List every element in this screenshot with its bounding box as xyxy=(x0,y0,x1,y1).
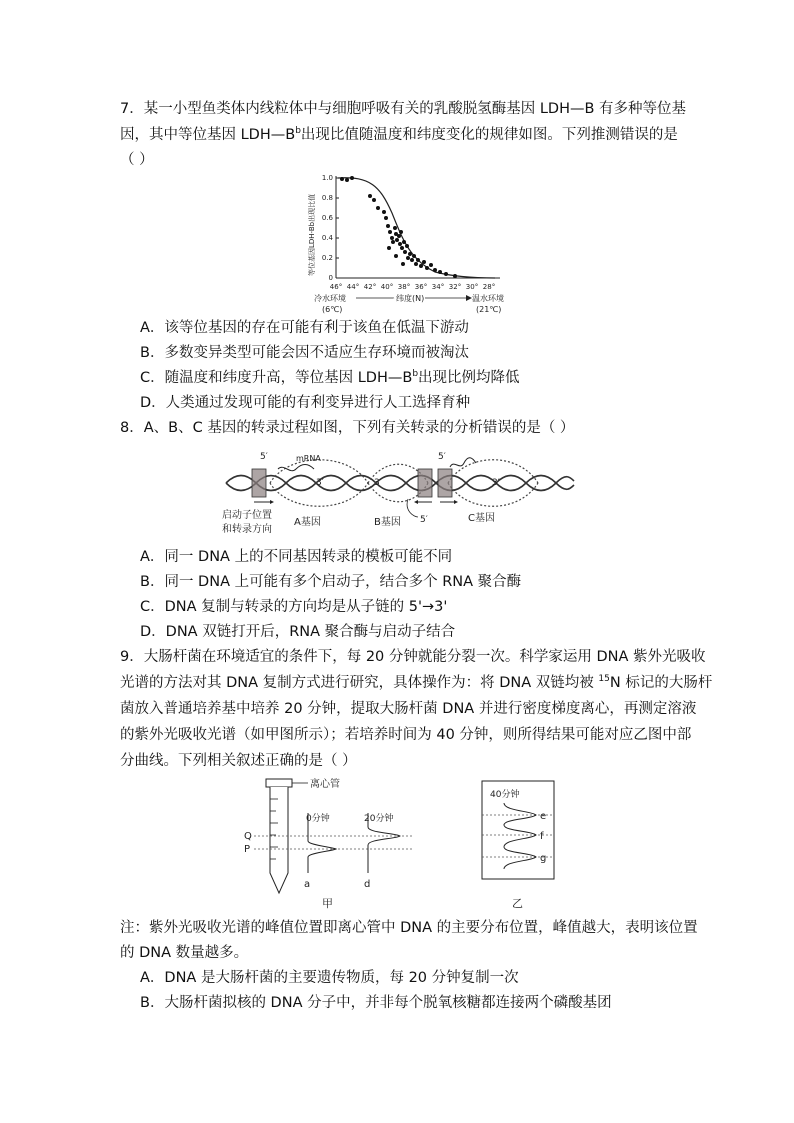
q7-stem-line2 xyxy=(120,125,678,145)
promoter-caption-1: 启动子位置 xyxy=(222,510,272,521)
y-tick-2: 0.4 xyxy=(321,234,333,242)
q9-stem-line1: 9．大肠杆菌在环境适宜的条件下，每 20 分钟就能分裂一次。科学家运用 DNA 紫外光吸收 xyxy=(120,649,706,665)
q9-stem-line2 xyxy=(120,673,712,693)
y-tick-1: 0.2 xyxy=(321,254,333,262)
cold-env-temp: (6℃) xyxy=(322,305,343,314)
y-tick-labels xyxy=(322,174,334,282)
x-tick-labels xyxy=(330,283,495,291)
q9-stem-line3: 菌放入普通培养基中培养 20 分钟，提取大肠杆菌 DNA 并进行密度梯度离心，再测定溶液 xyxy=(120,701,697,717)
q7-option-c-rest: 出现比例均降低 xyxy=(418,370,520,386)
gene-b-label: B基因 xyxy=(374,517,401,528)
x-tick-0: 46° xyxy=(329,283,343,291)
promoter-c-box xyxy=(438,469,452,497)
scatter-points xyxy=(340,176,457,278)
label-0min: 0分钟 xyxy=(306,814,330,824)
figure-yi-label: 乙 xyxy=(512,897,523,910)
tube-label: 离心管 xyxy=(310,779,340,790)
promoter-caption-2: 和转录方向 xyxy=(222,524,272,535)
label-5prime-c: 5′ xyxy=(438,452,446,462)
x-tick-2: 42° xyxy=(363,283,377,291)
q7-option-a: A．该等位基因的存在可能有利于该鱼在低温下游动 xyxy=(140,320,469,336)
q7-option-b: B．多数变异类型可能会因不适应生存环境而被淘汰 xyxy=(140,345,469,361)
q9-figure xyxy=(236,775,566,910)
y-tick-3: 0.6 xyxy=(321,214,333,222)
q7-superscript: b xyxy=(295,126,301,137)
gene-c-label: C基因 xyxy=(468,513,495,524)
q8-option-b: B．同一 DNA 上可能有多个启动子，结合多个 RNA 聚合酶 xyxy=(140,574,522,590)
label-5prime-b: 5′ xyxy=(420,515,428,525)
q7-answer-paren: （ ） xyxy=(120,152,154,168)
warm-env-label: 温水环境 xyxy=(472,294,504,303)
promoter-b-box xyxy=(418,469,432,497)
q8-option-d: D．DNA 双链打开后，RNA 聚合酶与启动子结合 xyxy=(140,624,456,640)
q8-stem: 8．A、B、C 基因的转录过程如图，下列有关转录的分析错误的是（ ） xyxy=(120,420,575,436)
y-tick-0: 0 xyxy=(328,274,333,282)
arrow-right-icon xyxy=(454,500,458,504)
label-d: d xyxy=(364,879,371,890)
y-axis-label: 等位基因LDH-Bb出现比值 xyxy=(308,193,316,276)
q9-stem-line4: 的紫外光吸收光谱（如甲图所示）；若培养时间为 40 分钟，则所得结果可能对应乙图中部 xyxy=(120,727,692,743)
label-3prime-b: 3′ xyxy=(374,478,382,488)
q9-stem-line5: 分曲线。下列相关叙述正确的是（ ） xyxy=(120,753,357,769)
warm-env-temp: (21℃) xyxy=(476,305,502,314)
label-20min: 20分钟 xyxy=(364,814,394,824)
arrow-left-icon xyxy=(414,500,418,504)
q7-option-d: D．人类通过发现可能的有利变异进行人工选择育种 xyxy=(140,395,471,411)
x-tick-9: 28° xyxy=(482,283,496,291)
label-3prime-a: 3′ xyxy=(316,478,324,488)
q7-stem-line2-rest: 出现比值随温度和纬度变化的规律如图。下列推测错误的是 xyxy=(300,127,678,143)
q9-superscript: 15 xyxy=(598,674,610,685)
label-q: Q xyxy=(244,831,252,842)
q9-option-b: B．大肠杆菌拟核的 DNA 分子中，并非每个脱氧核糖都连接两个磷酸基团 xyxy=(140,995,612,1011)
q9-note-line2: 的 DNA 数量越多。 xyxy=(120,945,249,961)
q7-stem-line2-text: 因，其中等位基因 LDH—B xyxy=(120,127,296,143)
tube-cap xyxy=(266,779,292,787)
label-3prime-c: 3′ xyxy=(492,478,500,488)
label-a: a xyxy=(304,879,311,890)
x-tick-1: 44° xyxy=(346,283,360,291)
x-tick-5: 36° xyxy=(414,283,428,291)
q7-option-c-superscript: b xyxy=(412,369,419,380)
promoter-a-box xyxy=(252,469,266,497)
x-tick-4: 38° xyxy=(397,283,411,291)
x-tick-3: 40° xyxy=(380,283,394,291)
y-tick-5: 1.0 xyxy=(321,174,333,182)
label-g: g xyxy=(540,853,547,864)
label-40min: 40分钟 xyxy=(490,790,520,800)
q7-option-c-text: C．随温度和纬度升高，等位基因 LDH—B xyxy=(140,370,413,386)
q7-stem-line1: 7．某一小型鱼类体内线粒体中与细胞呼吸有关的乳酸脱氢酶基因 LDH—B 有多种等位基 xyxy=(120,101,687,117)
centrifuge-tube xyxy=(270,787,288,893)
x-axis-label: 纬度(N) xyxy=(396,294,425,303)
label-5prime-a: 5′ xyxy=(260,452,268,462)
x-tick-8: 30° xyxy=(465,283,479,291)
arrow-right-icon xyxy=(270,500,274,504)
q7-option-c xyxy=(140,368,520,388)
mrna-strand-c xyxy=(450,458,476,467)
label-f: f xyxy=(540,831,544,842)
mrna-strand-a xyxy=(278,465,314,471)
y-tick-4: 0.8 xyxy=(321,194,333,202)
q9-note-line1: 注：紫外光吸收光谱的峰值位置即离心管中 DNA 的主要分布位置，峰值越大，表明该位置 xyxy=(120,920,698,936)
x-tick-7: 32° xyxy=(448,283,462,291)
gene-a-label: A基因 xyxy=(294,517,321,528)
figure-jia-label: 甲 xyxy=(322,897,333,910)
label-mrna: mRNA xyxy=(296,454,321,463)
cold-env-label: 冷水环境 xyxy=(314,294,346,303)
q9-stem-line2-text: 光谱的方法对其 DNA 复制方式进行研究，具体操作为：将 DNA 双链均被 xyxy=(120,675,599,691)
q8-option-c: C．DNA 复制与转录的方向均是从子链的 5'→3' xyxy=(140,599,448,615)
q9-stem-line2-rest: N 标记的大肠杆 xyxy=(609,675,713,691)
label-e: e xyxy=(540,811,547,822)
x-tick-6: 34° xyxy=(431,283,445,291)
q9-option-a: A．DNA 是大肠杆菌的主要遗传物质，每 20 分钟复制一次 xyxy=(140,970,519,986)
q7-chart xyxy=(300,168,520,318)
q8-transcription-diagram xyxy=(218,445,578,537)
label-p: P xyxy=(244,844,251,855)
q8-option-a: A．同一 DNA 上的不同基因转录的模板可能不同 xyxy=(140,549,453,565)
